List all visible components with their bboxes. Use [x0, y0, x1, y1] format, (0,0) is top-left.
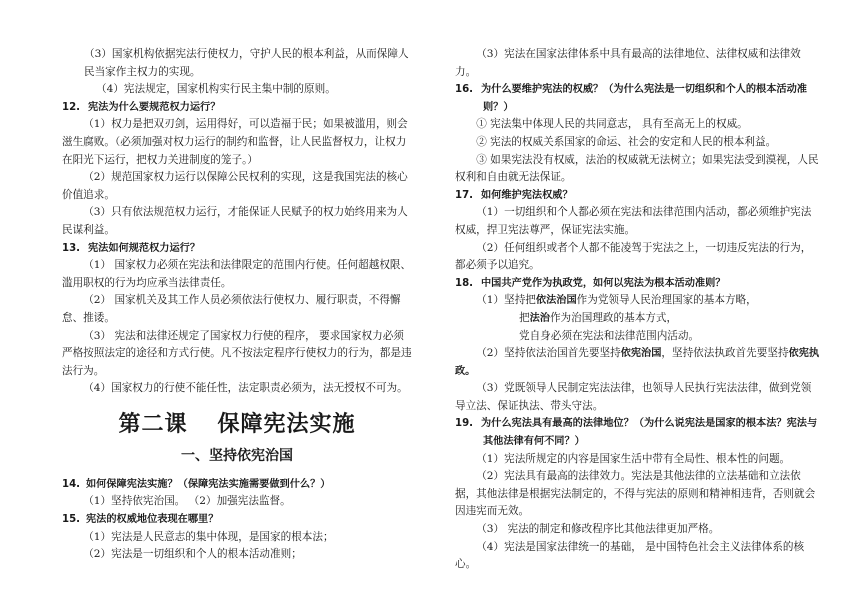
right-column	[455, 46, 820, 574]
answer-text: 把	[519, 311, 530, 324]
question-number: 18.	[455, 277, 474, 289]
answer: （1）宪法所规定的内容是国家生活中带有全局性、根本性的问题。	[476, 452, 791, 465]
emphasis-text: 依宪治国	[620, 348, 662, 360]
answer: （3） 宪法的制定和修改程序比其他法律更加严格。	[476, 523, 720, 536]
answer-text: 作为党领导人民治理国家的基本方略，	[576, 294, 757, 307]
question-text: 为什么要维护宪法的权威？（为什么宪法是一切组织和个人的根本活动准则？）	[481, 84, 807, 113]
answer: （3）党既领导人民制定宪法法律，也领导人民执行宪法法律，做到党领导立法、保证执法、带头守法。	[455, 382, 812, 412]
emphasis-text: 依法治国	[535, 295, 577, 307]
question-text: 宪法如何规范权力运行？	[88, 242, 201, 254]
answer: （2）规范国家权力运行以保障公民权利的实现，这是我国宪法的核心价值追求。	[62, 171, 408, 201]
answer: ② 宪法的权威关系国家的命运、社会的安定和人民的根本利益。	[476, 135, 777, 148]
question-19	[455, 415, 820, 450]
answer-text: 作为治国理政的基本方式，	[549, 311, 678, 324]
paragraph: （4）宪法规定，国家机构实行民主集中制的原则。	[96, 83, 336, 96]
left-column	[62, 46, 412, 564]
answer: （2） 国家机关及其工作人员必须依法行使权力、履行职责，不得懈怠、推诿。	[62, 294, 401, 324]
answer: ③ 如果宪法没有权威，法治的权威就无法树立；如果宪法受到漠视，人民权利和自由就无法保证。	[455, 153, 819, 184]
lesson-number: 第二课	[118, 411, 188, 437]
question-12	[62, 99, 412, 117]
answer: （4）宪法是国家法律统一的基础， 是中国特色社会主义法律体系的核心。	[455, 540, 805, 571]
question-18	[455, 275, 820, 293]
question-number: 14.	[62, 478, 81, 490]
answer: 党自身必须在宪法和法律范围内活动。	[519, 329, 700, 342]
answer: （1）权力是把双刃剑，运用得好，可以造福于民；如果被滥用，则会滋生腐败。（必须加强对权力运行的制约和监督，让人民监督权力，让权力在阳光下运行，把权力关进制度的笼子。）	[62, 118, 408, 166]
answer	[455, 310, 820, 328]
question-text: 宪法的权威地位表现在哪里？	[86, 514, 219, 526]
answer: （2）宪法具有最高的法律效力。宪法是其他法律的立法基础和立法依据，其他法律是根据宪法制定的，不得与宪法的原则和精神相违背，否则就会因违宪而无效。	[455, 470, 816, 518]
lesson-title: 保障宪法实施	[217, 411, 356, 437]
answer-text: ，坚持依法执政首先要坚持	[661, 347, 789, 360]
question-number: 16.	[455, 84, 474, 96]
answer: （1）宪法是人民意志的集中体现，是国家的根本法；	[83, 530, 334, 543]
answer	[455, 345, 820, 380]
question-15	[62, 511, 412, 529]
answer-text: （2）坚持依法治国首先要坚持	[476, 347, 621, 360]
question-text: 中国共产党作为执政党，如何以宪法为根本活动准则？	[481, 277, 726, 289]
question-16	[455, 81, 820, 116]
question-14	[62, 476, 412, 494]
answer	[455, 292, 820, 310]
question-number: 19.	[455, 418, 474, 430]
answer: （1）坚持依宪治国。 （2）加强宪法监督。	[83, 495, 291, 508]
question-17	[455, 187, 820, 205]
question-number: 13.	[62, 242, 81, 254]
question-13	[62, 240, 412, 258]
answer: （1） 国家权力必须在宪法和法律限定的范围内行使。任何超越权限、滥用职权的行为均应承当法律责任。	[62, 259, 412, 289]
question-text: 宪法为什么要规范权力运行？	[88, 101, 221, 113]
answer: （2）宪法是一切组织和个人的根本活动准则；	[83, 548, 302, 561]
section-heading: 一、坚持依宪治国	[181, 447, 293, 464]
question-number: 17.	[455, 189, 474, 201]
question-text: 如何保障宪法实施？（保障宪法实施需要做到什么？）	[86, 478, 331, 490]
paragraph: （3）宪法在国家法律体系中具有最高的法律地位、法律权威和法律效力。	[455, 48, 801, 78]
question-number: 12.	[62, 101, 81, 113]
answer: （3）只有依法规范权力运行，才能保证人民赋予的权力始终用来为人民谋利益。	[62, 206, 408, 236]
answer: （4）国家权力的行使不能任性，法定职责必须为，法无授权不可为。	[83, 382, 408, 395]
question-text: 如何维护宪法权威？	[481, 189, 573, 201]
question-text: 为什么宪法具有最高的法律地位？（为什么说宪法是国家的根本法？宪法与其他法律有何不同？）	[481, 418, 818, 448]
answer: （1）一切组织和个人都必须在宪法和法律范围内活动，都必须维护宪法权威，捍卫宪法尊严，保证宪法实施。	[455, 206, 812, 236]
answer-text: （1）坚持把	[476, 294, 536, 307]
answer: （3） 宪法和法律还规定了国家权力行使的程序， 要求国家权力必须严格按照法定的途径和方式行使。凡不按法定程序行使权力的行为，都是违法行为。	[62, 329, 412, 377]
emphasis-text: 依宪执政。	[455, 348, 820, 377]
answer: ① 宪法集中体现人民的共同意志， 具有至高无上的权威。	[476, 118, 748, 131]
lesson-heading	[62, 410, 412, 440]
answer: （2）任何组织或者个人都不能凌驾于宪法之上，一切违反宪法的行为，都必须予以追究。	[455, 241, 812, 272]
emphasis-text: 法治	[529, 312, 550, 324]
paragraph: （3）国家机构依据宪法行使权力，守护人民的根本利益，从而保障人民当家作主权力的实现。	[84, 48, 409, 78]
question-number: 15.	[62, 514, 81, 526]
